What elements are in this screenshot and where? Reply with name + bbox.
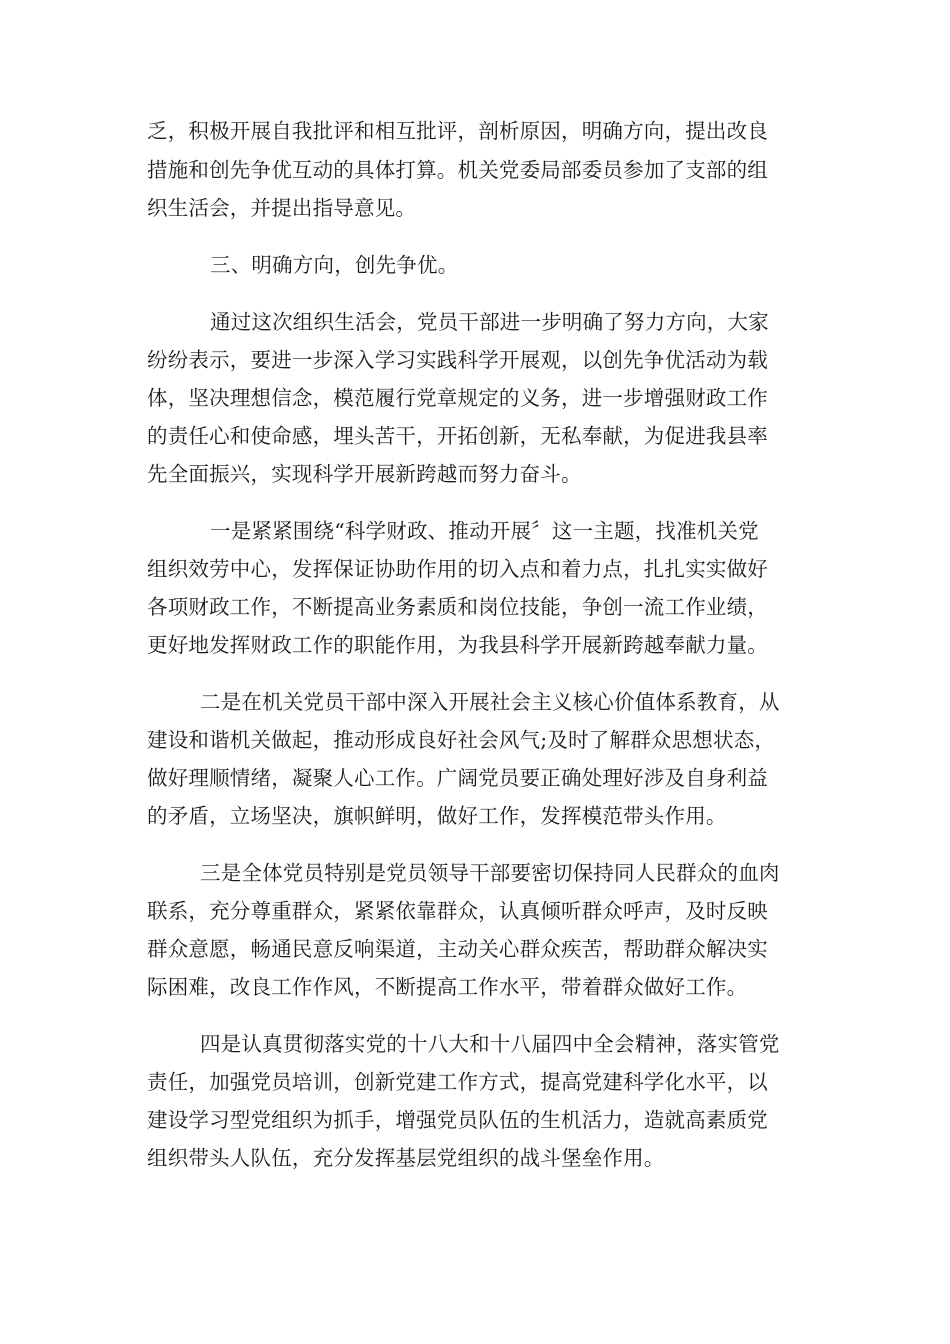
text-line: 组织效劳中心，发挥保证协助作用的切入点和着力点，扎扎实实做好 — [147, 557, 768, 581]
text-line: 际困难，改良工作作风，不断提高工作水平，带着群众做好工作。 — [147, 975, 748, 999]
text-line: 责任，加强党员培训，创新党建工作方式，提高党建科学化水平，以 — [147, 1070, 768, 1094]
text-line: 四是认真贯彻落实党的十八大和十八届四中全会精神，落实管党 — [200, 1032, 780, 1056]
text-line: 联系，充分尊重群众，紧紧依靠群众，认真倾听群众呼声，及时反映 — [147, 899, 768, 923]
text-line: 纷纷表示，要进一步深入学习实践科学开展观，以创先争优活动为载 — [147, 348, 768, 372]
text-line: 先全面振兴，实现科学开展新跨越而努力奋斗。 — [147, 462, 582, 486]
heading-line: 三、明确方向，创先争优。 — [210, 253, 459, 277]
text-line: 措施和创先争优互动的具体打算。机关党委局部委员参加了支部的组 — [147, 158, 768, 182]
text-line: 一是紧紧围绕“科学财政、推动开展〞这一主题，找准机关党 — [210, 519, 759, 543]
text-line: 做好理顺情绪，凝聚人心工作。广阔党员要正确处理好涉及自身利益 — [147, 766, 768, 790]
text-line: 二是在机关党员干部中深入开展社会主义核心价值体系教育，从 — [200, 690, 780, 714]
text-line: 乏，积极开展自我批评和相互批评，剖析原因，明确方向，提出改良 — [147, 119, 768, 143]
text-line: 的责任心和使命感，埋头苦干，开拓创新，无私奉献，为促进我县率 — [147, 424, 768, 448]
text-line: 的矛盾，立场坚决，旗帜鲜明，做好工作，发挥模范带头作用。 — [147, 804, 727, 828]
text-line: 织生活会，并提出指导意见。 — [147, 196, 417, 220]
text-line: 体，坚决理想信念，模范履行党章规定的义务，进一步增强财政工作 — [147, 386, 768, 410]
text-line: 通过这次组织生活会，党员干部进一步明确了努力方向，大家 — [210, 310, 769, 334]
text-line: 群众意愿，畅通民意反响渠道，主动关心群众疾苦，帮助群众解决实 — [147, 937, 768, 961]
text-line: 各项财政工作，不断提高业务素质和岗位技能，争创一流工作业绩， — [147, 595, 768, 619]
text-line: 建设学习型党组织为抓手，增强党员队伍的生机活力，造就高素质党 — [147, 1108, 768, 1132]
text-line: 组织带头人队伍，充分发挥基层党组织的战斗堡垒作用。 — [147, 1146, 665, 1170]
text-line: 更好地发挥财政工作的职能作用，为我县科学开展新跨越奉献力量。 — [147, 633, 768, 657]
text-line: 三是全体党员特别是党员领导干部要密切保持同人民群众的血肉 — [200, 861, 780, 885]
text-line: 建设和谐机关做起，推动形成良好社会风气;及时了解群众思想状态， — [147, 728, 776, 752]
